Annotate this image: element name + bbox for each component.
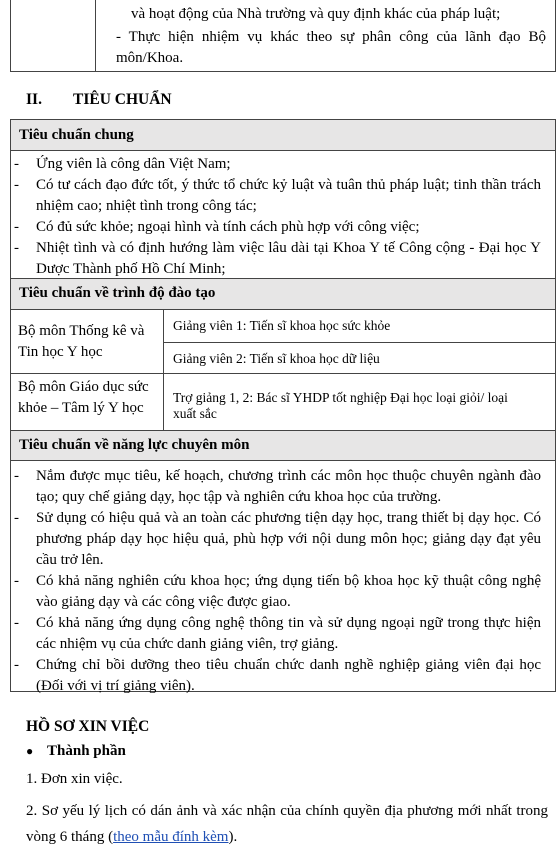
general-item-1: - Ứng viên là công dân Việt Nam; bbox=[14, 156, 231, 172]
bullet-icon: ● bbox=[26, 744, 34, 758]
section-number: II. bbox=[26, 91, 42, 108]
application-bullet: ● Thành phần bbox=[26, 743, 126, 759]
competence-item-4: - Có khả năng ứng dụng công nghệ thông tin và sử dụng ngoại ngữ trong thực hiện các nhiệm vụ của chức danh giảng viên, trợ giảng. bbox=[14, 615, 541, 652]
general-item-4: - Nhiệt tình và có định hướng làm việc lâu dài tại Khoa Y tế Công cộng - Đại học Y Dược Thành phố Hồ Chí Minh; bbox=[14, 240, 541, 277]
competence-header: Tiêu chuẩn về năng lực chuyên môn bbox=[19, 437, 250, 453]
competence-item-2: - Sử dụng có hiệu quả và an toàn các phương tiện dạy học, trang thiết bị dạy học. Có phương pháp dạy học hiệu quả, phù hợp với nội dung môn học; giảng dạy đạt yêu cầu trở lên. bbox=[14, 510, 541, 568]
continued-row-2: - Thực hiện nhiệm vụ khác theo sự phân công của lãnh đạo Bộ môn/Khoa. bbox=[116, 29, 546, 66]
training-dept-2: Bộ môn Giáo dục sức khỏe – Tâm lý Y học bbox=[18, 379, 149, 416]
continued-row-1: và hoạt động của Nhà trường và quy định khác của pháp luật; bbox=[131, 6, 501, 22]
general-header: Tiêu chuẩn chung bbox=[19, 127, 134, 143]
application-title: HỒ SƠ XIN VIỆC bbox=[26, 718, 150, 735]
general-item-3: - Có đủ sức khỏe; ngoại hình và tính cách phù hợp với công việc; bbox=[14, 219, 420, 235]
application-item-2: 2. Sơ yếu lý lịch có dán ảnh và xác nhận của chính quyền địa phương mới nhất trong vòng 6 tháng (theo mẫu đính kèm). bbox=[26, 803, 549, 845]
template-link[interactable]: theo mẫu đính kèm bbox=[113, 829, 229, 845]
competence-item-1: - Nắm được mục tiêu, kế hoạch, chương trình các môn học thuộc chuyên ngành đào tạo; quy chế giảng dạy, học tập và nghiên cứu khoa học của trường. bbox=[14, 468, 541, 505]
section-title: TIÊU CHUẨN bbox=[73, 91, 172, 108]
application-item-1: 1. Đơn xin việc. bbox=[26, 771, 123, 787]
general-item-2: - Có tư cách đạo đức tốt, ý thức tổ chức kỷ luật và tuân thủ pháp luật; tinh thần trách nhiệm cao; nhiệt tình trong công tác; bbox=[14, 177, 541, 214]
training-header: Tiêu chuẩn về trình độ đào tạo bbox=[19, 285, 216, 301]
training-role-2: Giảng viên 2: Tiến sĩ khoa học dữ liệu bbox=[173, 351, 380, 366]
dash: - bbox=[116, 29, 129, 45]
competence-item-5: - Chứng chỉ bồi dưỡng theo tiêu chuẩn chức danh nghề nghiệp giảng viên đại học (Đối với vị trí giảng viên). bbox=[14, 657, 541, 694]
training-role-3: Trợ giảng 1, 2: Bác sĩ YHDP tốt nghiệp Đại học loại giỏi/ loại xuất sắc bbox=[173, 390, 508, 421]
training-role-1: Giảng viên 1: Tiến sĩ khoa học sức khỏe bbox=[173, 318, 391, 333]
competence-item-3: - Có khả năng nghiên cứu khoa học; ứng dụng tiến bộ khoa học kỹ thuật công nghệ vào giảng dạy và các công việc được giao. bbox=[14, 573, 541, 610]
training-dept-1: Bộ môn Thống kê và Tin học Y học bbox=[18, 323, 145, 360]
